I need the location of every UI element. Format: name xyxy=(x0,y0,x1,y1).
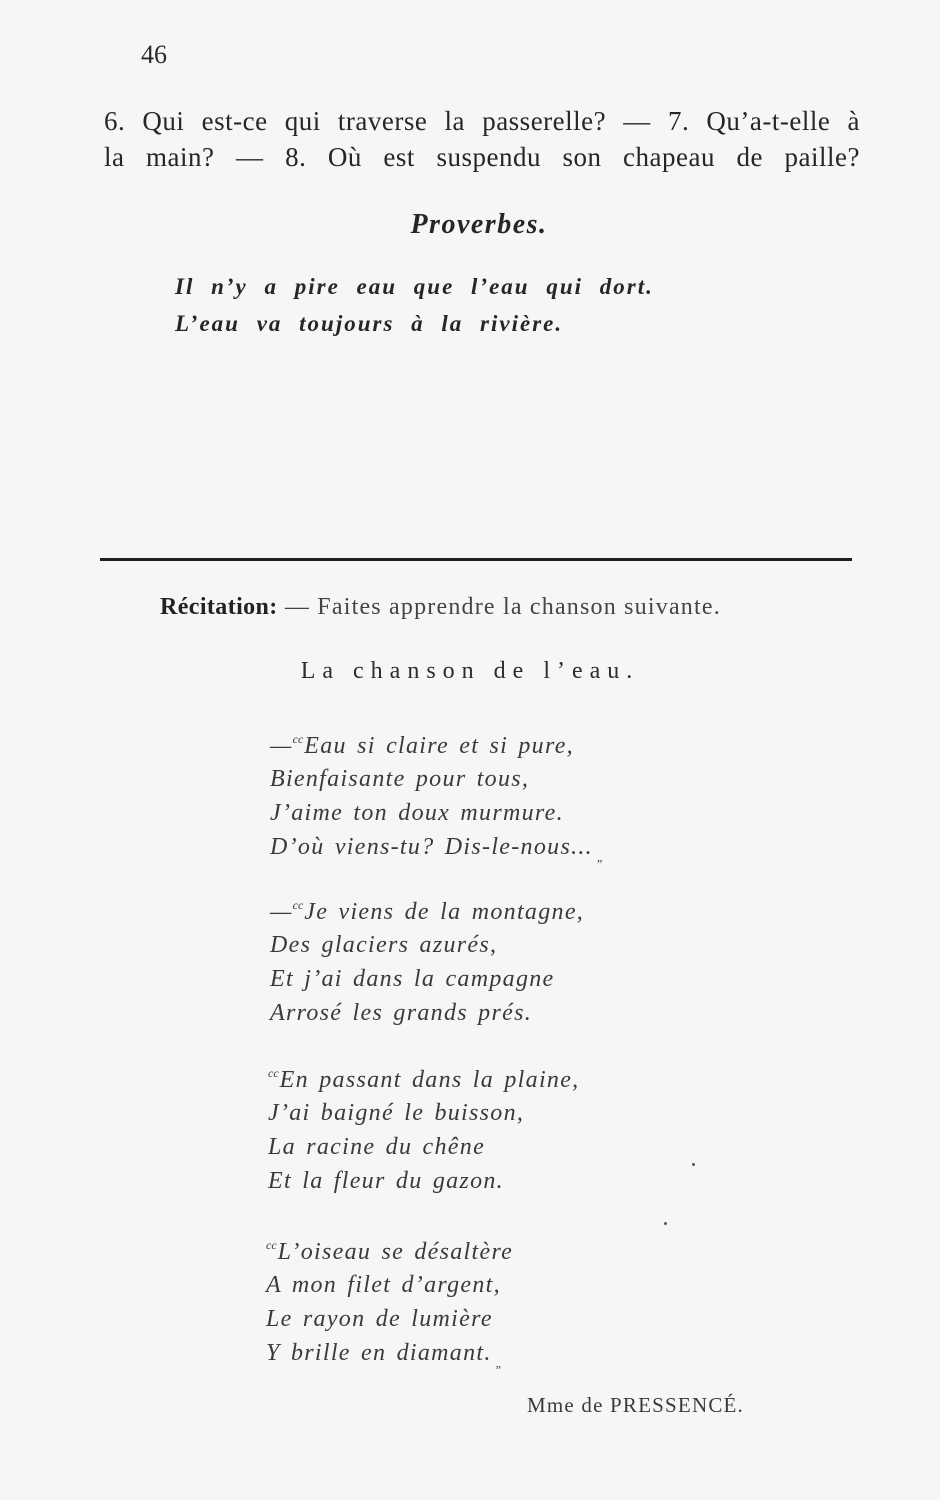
section-divider xyxy=(100,558,852,561)
question-line-1: 6. Qui est-ce qui traverse la passerelle? — 7. Qu’a-t-elle à xyxy=(104,106,860,136)
poem-line-text: Je viens de la montagne, xyxy=(304,899,585,925)
poem-line: A mon filet d’argent, xyxy=(266,1272,501,1298)
recitation-text: — Faites apprendre la chanson suivante. xyxy=(284,594,721,620)
poem-line: Arrosé les grands prés. xyxy=(270,1000,533,1026)
proverb-1: Il n’y a pire eau que l’eau qui dort. xyxy=(175,274,654,299)
poem-line: J’aime ton doux murmure. xyxy=(270,800,564,826)
poem-line-text: D’où viens-tu? Dis-le-nous... xyxy=(270,834,593,860)
poem-line xyxy=(270,898,584,926)
poem-line: Des glaciers azurés, xyxy=(270,932,498,958)
poem-line xyxy=(268,1066,579,1094)
dash-lead: — xyxy=(270,899,293,925)
close-quote: „ xyxy=(596,850,604,864)
open-quote: cc xyxy=(292,732,304,746)
print-speck xyxy=(692,1163,695,1166)
print-speck xyxy=(664,1222,667,1225)
open-quote: cc xyxy=(292,898,304,912)
open-quote: cc xyxy=(268,1066,279,1080)
poem-line-text: Y brille en diamant. xyxy=(266,1340,492,1366)
close-quote: „ xyxy=(495,1356,503,1370)
dash-lead: — xyxy=(270,733,293,759)
open-quote: cc xyxy=(266,1238,277,1252)
poem-line-text: Eau si claire et si pure, xyxy=(304,733,574,759)
poem-title: La chanson de l’eau. xyxy=(300,658,640,684)
poem-line xyxy=(266,1238,513,1266)
poem-line-text: En passant dans la plaine, xyxy=(279,1067,580,1093)
poem-line: Bienfaisante pour tous, xyxy=(270,766,530,792)
question-line-2: la main? — 8. Où est suspendu son chapeau de paille? xyxy=(104,142,860,172)
poem-line: J’ai baigné le buisson, xyxy=(268,1100,525,1126)
poem-line: Et j’ai dans la campagne xyxy=(270,966,555,992)
recitation-instruction xyxy=(160,594,721,621)
poem-line xyxy=(270,732,574,760)
poem-line xyxy=(266,1340,502,1371)
poem-line: Et la fleur du gazon. xyxy=(268,1168,504,1194)
poem-line-text: L’oiseau se désaltère xyxy=(277,1239,514,1265)
poem-line: La racine du chêne xyxy=(268,1134,486,1160)
proverbs-heading: Proverbes. xyxy=(410,209,548,240)
poem-author: Mme de PRESSENCÉ. xyxy=(527,1393,744,1417)
recitation-label: Récitation: xyxy=(160,594,278,620)
poem-line: Le rayon de lumière xyxy=(266,1306,493,1332)
page-number: 46 xyxy=(141,40,167,69)
proverb-2: L’eau va toujours à la rivière. xyxy=(175,311,564,336)
poem-line xyxy=(270,834,604,865)
